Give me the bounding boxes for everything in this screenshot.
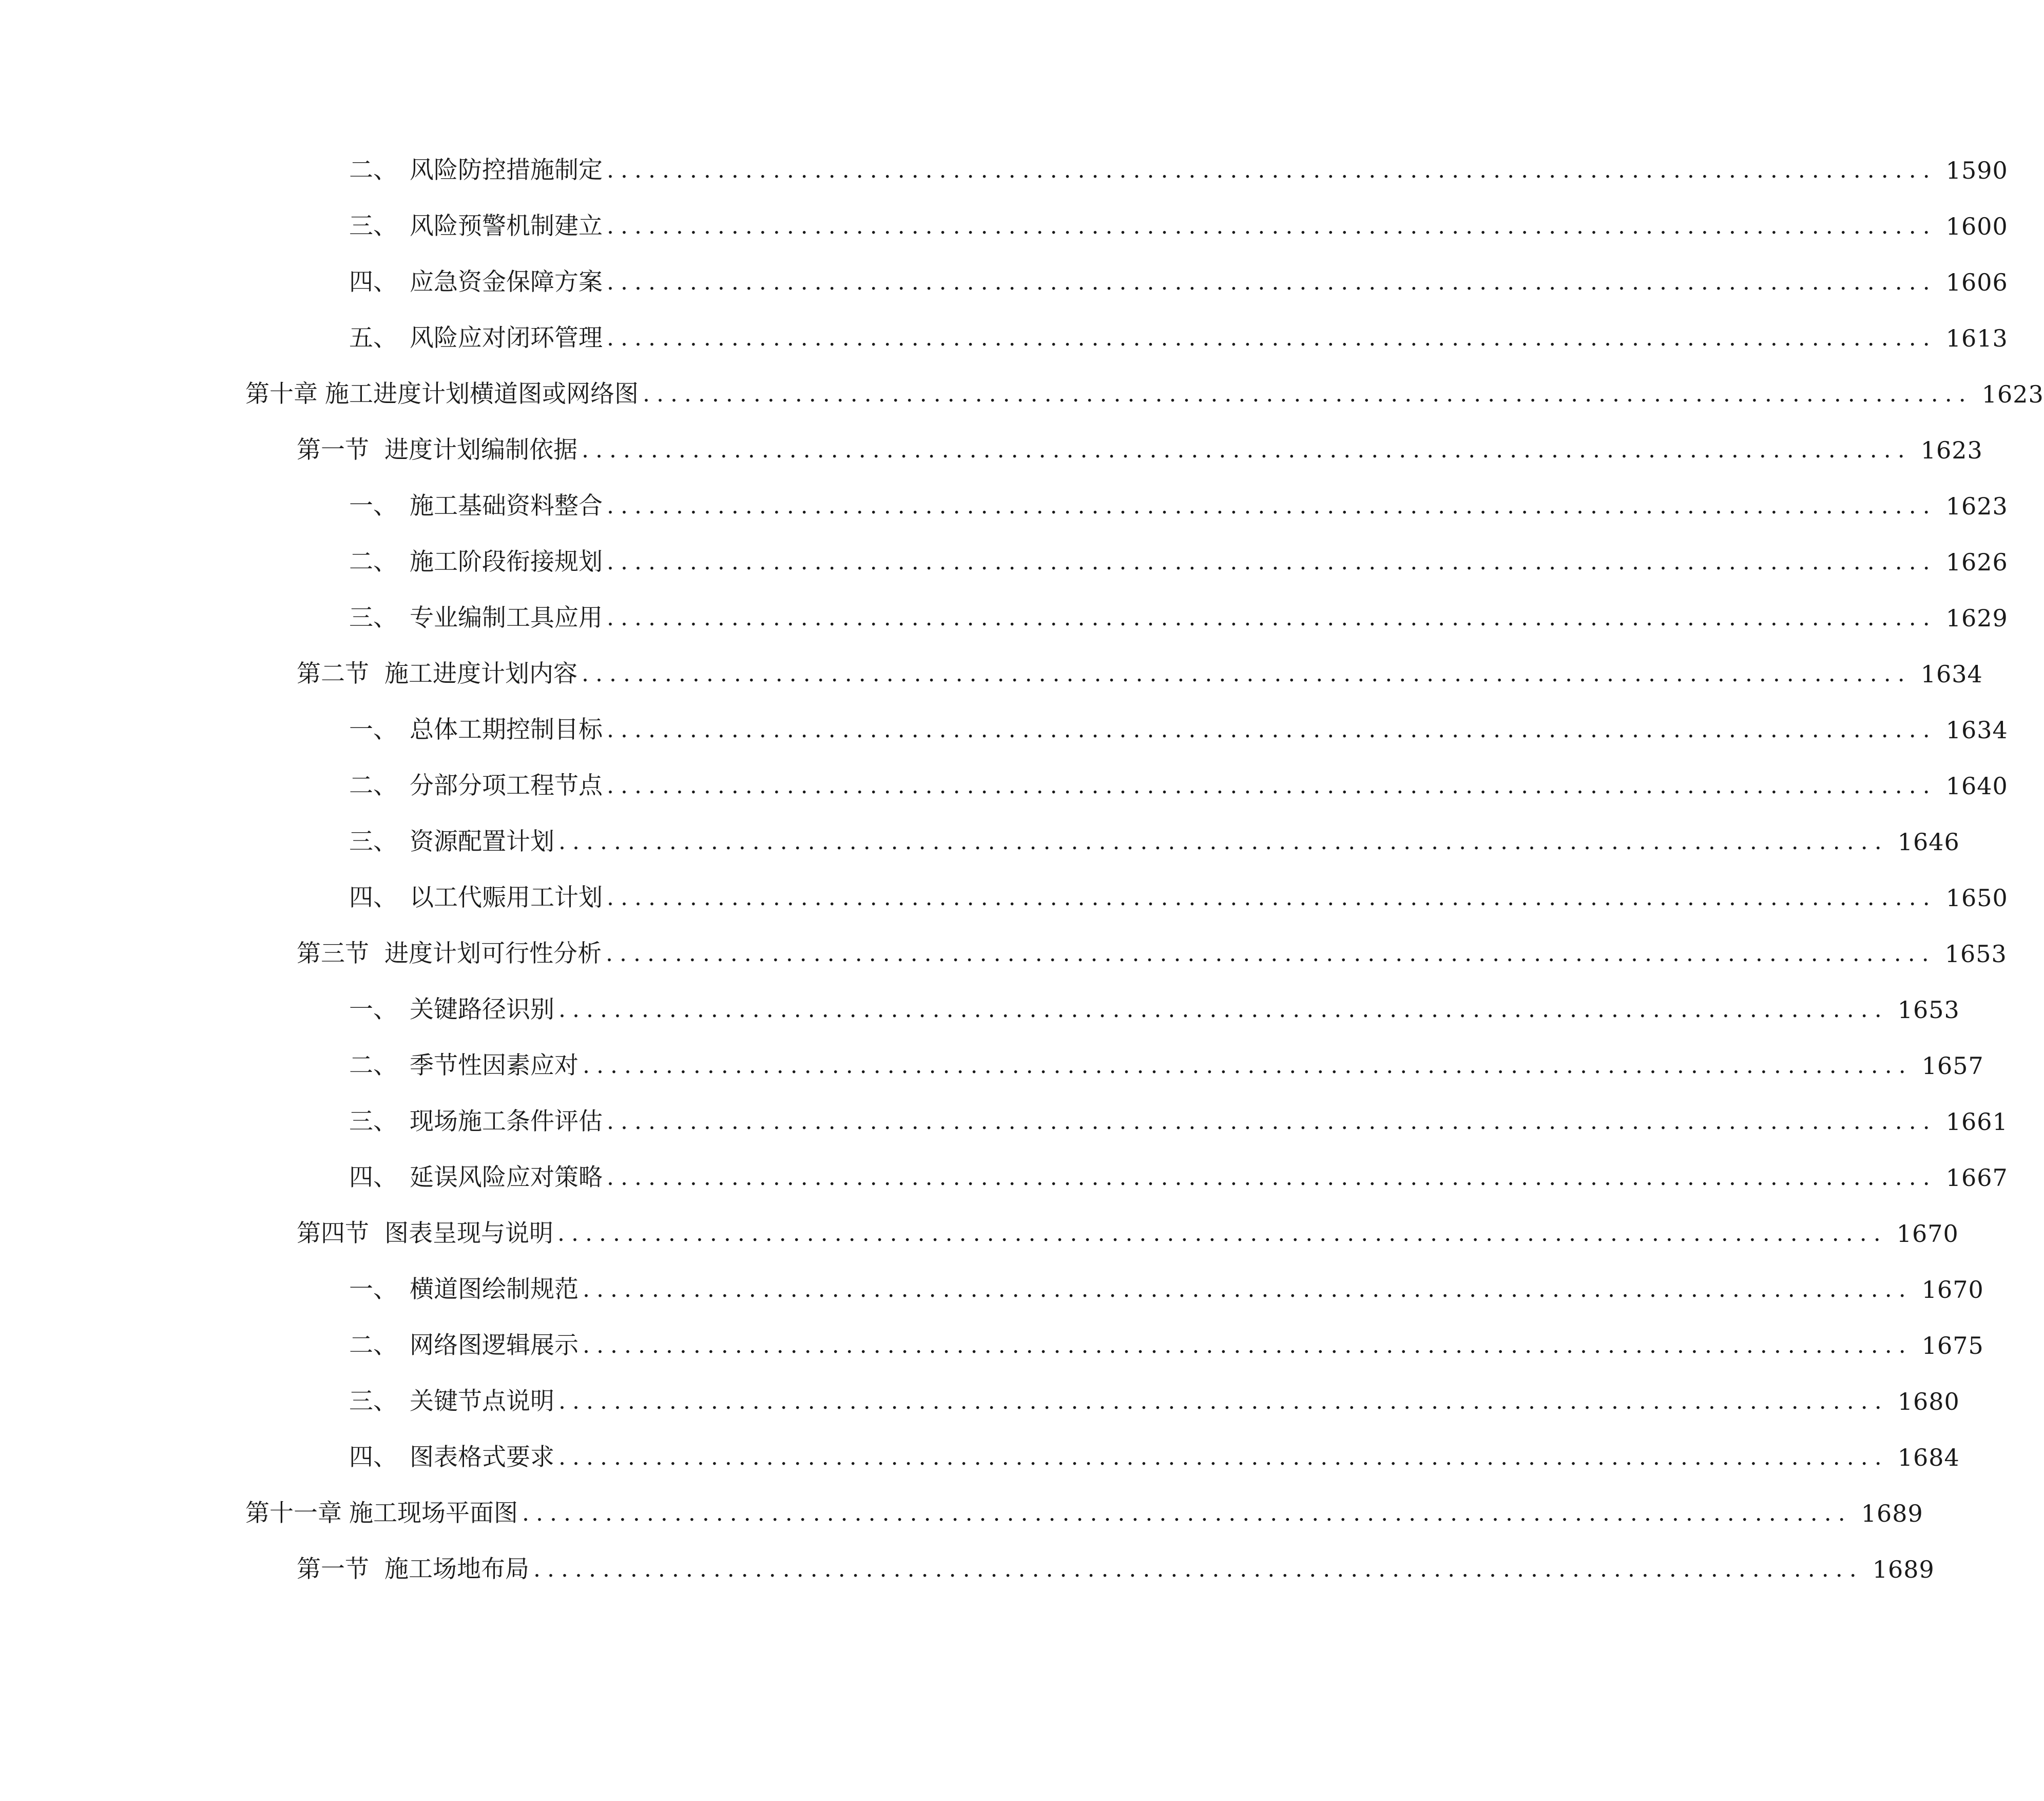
- entry-title: [349, 1384, 554, 1420]
- dot-leader: ................................................................................................: [607, 885, 1937, 911]
- dot-leader: ................................................................................................: [607, 549, 1937, 575]
- entry-text: 专业编制工具应用: [410, 604, 603, 632]
- entry-text: 风险预警机制建立: [410, 212, 603, 240]
- page-number: 1613: [1945, 324, 2008, 352]
- entry-title: [349, 264, 603, 300]
- dot-leader: ................................................................................................: [558, 829, 1888, 855]
- toc-entry-section[interactable]: [297, 656, 1983, 692]
- entry-text: 施工进度计划横道图或网络图: [325, 380, 639, 408]
- entry-title: [349, 208, 603, 244]
- entry-text: 施工场地布局: [384, 1555, 529, 1583]
- entry-title: [349, 488, 603, 524]
- dot-leader: ................................................................................................: [607, 493, 1937, 519]
- page-number: 1623: [1981, 380, 2044, 408]
- toc-entry[interactable]: [349, 824, 1960, 860]
- entry-text: 图表呈现与说明: [384, 1219, 553, 1248]
- entry-text: 关键路径识别: [410, 995, 554, 1024]
- dot-leader: ................................................................................................: [557, 1220, 1887, 1247]
- toc-entry-section[interactable]: [297, 432, 1983, 468]
- entry-title: [245, 1496, 518, 1531]
- page-number: 1657: [1921, 1052, 1984, 1080]
- entry-text: 风险防控措施制定: [410, 156, 603, 184]
- toc-entry[interactable]: [349, 600, 2008, 636]
- page-number: 1653: [1944, 940, 2007, 968]
- entry-number: 一、: [349, 995, 397, 1024]
- dot-leader: ................................................................................................: [582, 437, 1912, 463]
- toc-entry[interactable]: [349, 264, 2008, 300]
- toc-entry[interactable]: [349, 152, 2008, 188]
- page-number: 1646: [1897, 828, 1960, 856]
- entry-title: [297, 936, 602, 972]
- entry-title: [349, 600, 603, 636]
- toc-entry-chapter[interactable]: [245, 1496, 1923, 1531]
- dot-leader: ................................................................................................: [558, 1444, 1888, 1470]
- entry-number: 四、: [349, 1163, 397, 1192]
- entry-number: 一、: [349, 1275, 397, 1304]
- dot-leader: ................................................................................................: [533, 1556, 1863, 1582]
- dot-leader: ................................................................................................: [607, 1108, 1937, 1135]
- entry-title: [349, 712, 603, 748]
- entry-title: [297, 1216, 553, 1252]
- toc-entry[interactable]: [349, 544, 2008, 580]
- page-number: 1667: [1945, 1164, 2008, 1192]
- entry-number: 一、: [349, 492, 397, 520]
- entry-number: 二、: [349, 548, 397, 576]
- toc-entry[interactable]: [349, 1440, 1960, 1476]
- entry-number: 三、: [349, 1107, 397, 1136]
- entry-title: [349, 824, 554, 860]
- dot-leader: ................................................................................................: [583, 1276, 1913, 1302]
- entry-number: 第四节: [297, 1219, 369, 1248]
- entry-text: 网络图逻辑展示: [410, 1331, 579, 1359]
- entry-text: 施工阶段衔接规划: [410, 548, 603, 576]
- toc-entry[interactable]: [349, 1272, 1984, 1308]
- entry-text: 施工基础资料整合: [410, 492, 603, 520]
- toc-entry-section[interactable]: [297, 936, 2007, 972]
- toc-entry[interactable]: [349, 1104, 2008, 1140]
- page-number: 1689: [1872, 1556, 1935, 1583]
- toc-entry[interactable]: [349, 992, 1960, 1028]
- entry-title: [349, 768, 603, 804]
- entry-title: [349, 880, 603, 916]
- dot-leader: ................................................................................................: [607, 773, 1937, 799]
- toc-entry[interactable]: [349, 1048, 1984, 1084]
- entry-text: 应急资金保障方案: [410, 268, 603, 296]
- page-number: 1661: [1945, 1108, 2008, 1136]
- dot-leader: ................................................................................................: [606, 941, 1936, 967]
- page-number: 1634: [1945, 716, 2008, 744]
- entry-text: 季节性因素应对: [410, 1051, 579, 1080]
- page-number: 1590: [1945, 157, 2008, 184]
- entry-text: 延误风险应对策略: [410, 1163, 603, 1192]
- page-number: 1600: [1945, 213, 2008, 240]
- entry-number: 三、: [349, 212, 397, 240]
- page-number: 1623: [1920, 436, 1983, 464]
- toc-entry-chapter[interactable]: [245, 376, 2044, 412]
- entry-number: 一、: [349, 716, 397, 744]
- entry-number: 四、: [349, 884, 397, 912]
- page-number: 1626: [1945, 548, 2008, 576]
- dot-leader: ................................................................................................: [558, 1388, 1888, 1414]
- toc-entry[interactable]: [349, 712, 2008, 748]
- entry-number: 第二节: [297, 660, 369, 688]
- entry-number: 四、: [349, 1443, 397, 1471]
- entry-title: [349, 992, 554, 1028]
- page-number: 1689: [1861, 1500, 1923, 1527]
- entry-title: [349, 152, 603, 188]
- entry-text: 资源配置计划: [410, 828, 554, 856]
- page-number: 1606: [1945, 269, 2008, 296]
- entry-title: [349, 1272, 579, 1308]
- entry-title: [349, 1440, 554, 1476]
- dot-leader: ................................................................................................: [643, 381, 1973, 407]
- toc-entry[interactable]: [349, 208, 2008, 244]
- page-number: 1650: [1945, 884, 2008, 912]
- entry-number: 第十章: [245, 380, 318, 408]
- entry-number: 二、: [349, 1331, 397, 1359]
- entry-title: [297, 656, 577, 692]
- page-number: 1629: [1945, 604, 2008, 632]
- entry-title: [297, 432, 577, 468]
- dot-leader: ................................................................................................: [607, 605, 1937, 631]
- toc-entry[interactable]: [349, 1160, 2008, 1196]
- entry-text: 关键节点说明: [410, 1387, 554, 1415]
- entry-number: 二、: [349, 772, 397, 800]
- entry-number: 三、: [349, 604, 397, 632]
- toc-entry[interactable]: [349, 488, 2008, 524]
- entry-text: 分部分项工程节点: [410, 772, 603, 800]
- toc-entry-section[interactable]: [297, 1216, 1959, 1252]
- toc-entry[interactable]: [349, 1328, 1984, 1364]
- entry-number: 四、: [349, 268, 397, 296]
- entry-number: 三、: [349, 1387, 397, 1415]
- toc-entry[interactable]: [349, 320, 2008, 356]
- entry-text: 总体工期控制目标: [410, 716, 603, 744]
- dot-leader: ................................................................................................: [583, 1052, 1913, 1079]
- page-number: 1684: [1897, 1444, 1960, 1471]
- entry-text: 进度计划可行性分析: [384, 940, 602, 968]
- dot-leader: ................................................................................................: [607, 325, 1937, 351]
- entry-title: [349, 1160, 603, 1196]
- entry-number: 三、: [349, 828, 397, 856]
- page-number: 1653: [1897, 996, 1960, 1024]
- entry-title: [349, 320, 603, 356]
- dot-leader: ................................................................................................: [558, 997, 1888, 1023]
- dot-leader: ................................................................................................: [607, 1164, 1937, 1191]
- entry-text: 以工代赈用工计划: [410, 884, 603, 912]
- entry-title: [245, 376, 639, 412]
- toc-entry[interactable]: [349, 880, 2008, 916]
- entry-title: [297, 1551, 529, 1587]
- toc-entry-section[interactable]: [297, 1551, 1935, 1587]
- entry-number: 二、: [349, 156, 397, 184]
- dot-leader: ................................................................................................: [582, 661, 1912, 687]
- entry-title: [349, 1048, 579, 1084]
- page-number: 1670: [1921, 1276, 1984, 1304]
- entry-number: 第三节: [297, 940, 369, 968]
- entry-title: [349, 1328, 579, 1364]
- entry-text: 图表格式要求: [410, 1443, 554, 1471]
- page-number: 1634: [1920, 660, 1983, 688]
- dot-leader: ................................................................................................: [607, 717, 1937, 743]
- page-number: 1640: [1945, 772, 2008, 800]
- dot-leader: ................................................................................................: [607, 269, 1937, 295]
- entry-text: 风险应对闭环管理: [410, 324, 603, 352]
- entry-title: [349, 544, 603, 580]
- entry-text: 施工进度计划内容: [384, 660, 577, 688]
- entry-number: 第一节: [297, 436, 369, 464]
- entry-text: 现场施工条件评估: [410, 1107, 603, 1136]
- entry-title: [349, 1104, 603, 1140]
- page-number: 1680: [1897, 1388, 1960, 1415]
- toc-entry[interactable]: [349, 1384, 1960, 1420]
- dot-leader: ................................................................................................: [522, 1500, 1852, 1526]
- entry-number: 二、: [349, 1051, 397, 1080]
- dot-leader: ................................................................................................: [607, 213, 1937, 239]
- entry-number: 第一节: [297, 1555, 369, 1583]
- toc-entry[interactable]: [349, 768, 2008, 804]
- entry-number: 第十一章: [245, 1499, 342, 1527]
- page-number: 1675: [1921, 1332, 1984, 1359]
- entry-text: 进度计划编制依据: [384, 436, 577, 464]
- page-number: 1670: [1896, 1220, 1959, 1248]
- entry-text: 横道图绘制规范: [410, 1275, 579, 1304]
- page-number: 1623: [1945, 492, 2008, 520]
- entry-number: 五、: [349, 324, 397, 352]
- dot-leader: ................................................................................................: [583, 1332, 1913, 1358]
- dot-leader: ................................................................................................: [607, 157, 1937, 183]
- entry-text: 施工现场平面图: [349, 1499, 518, 1527]
